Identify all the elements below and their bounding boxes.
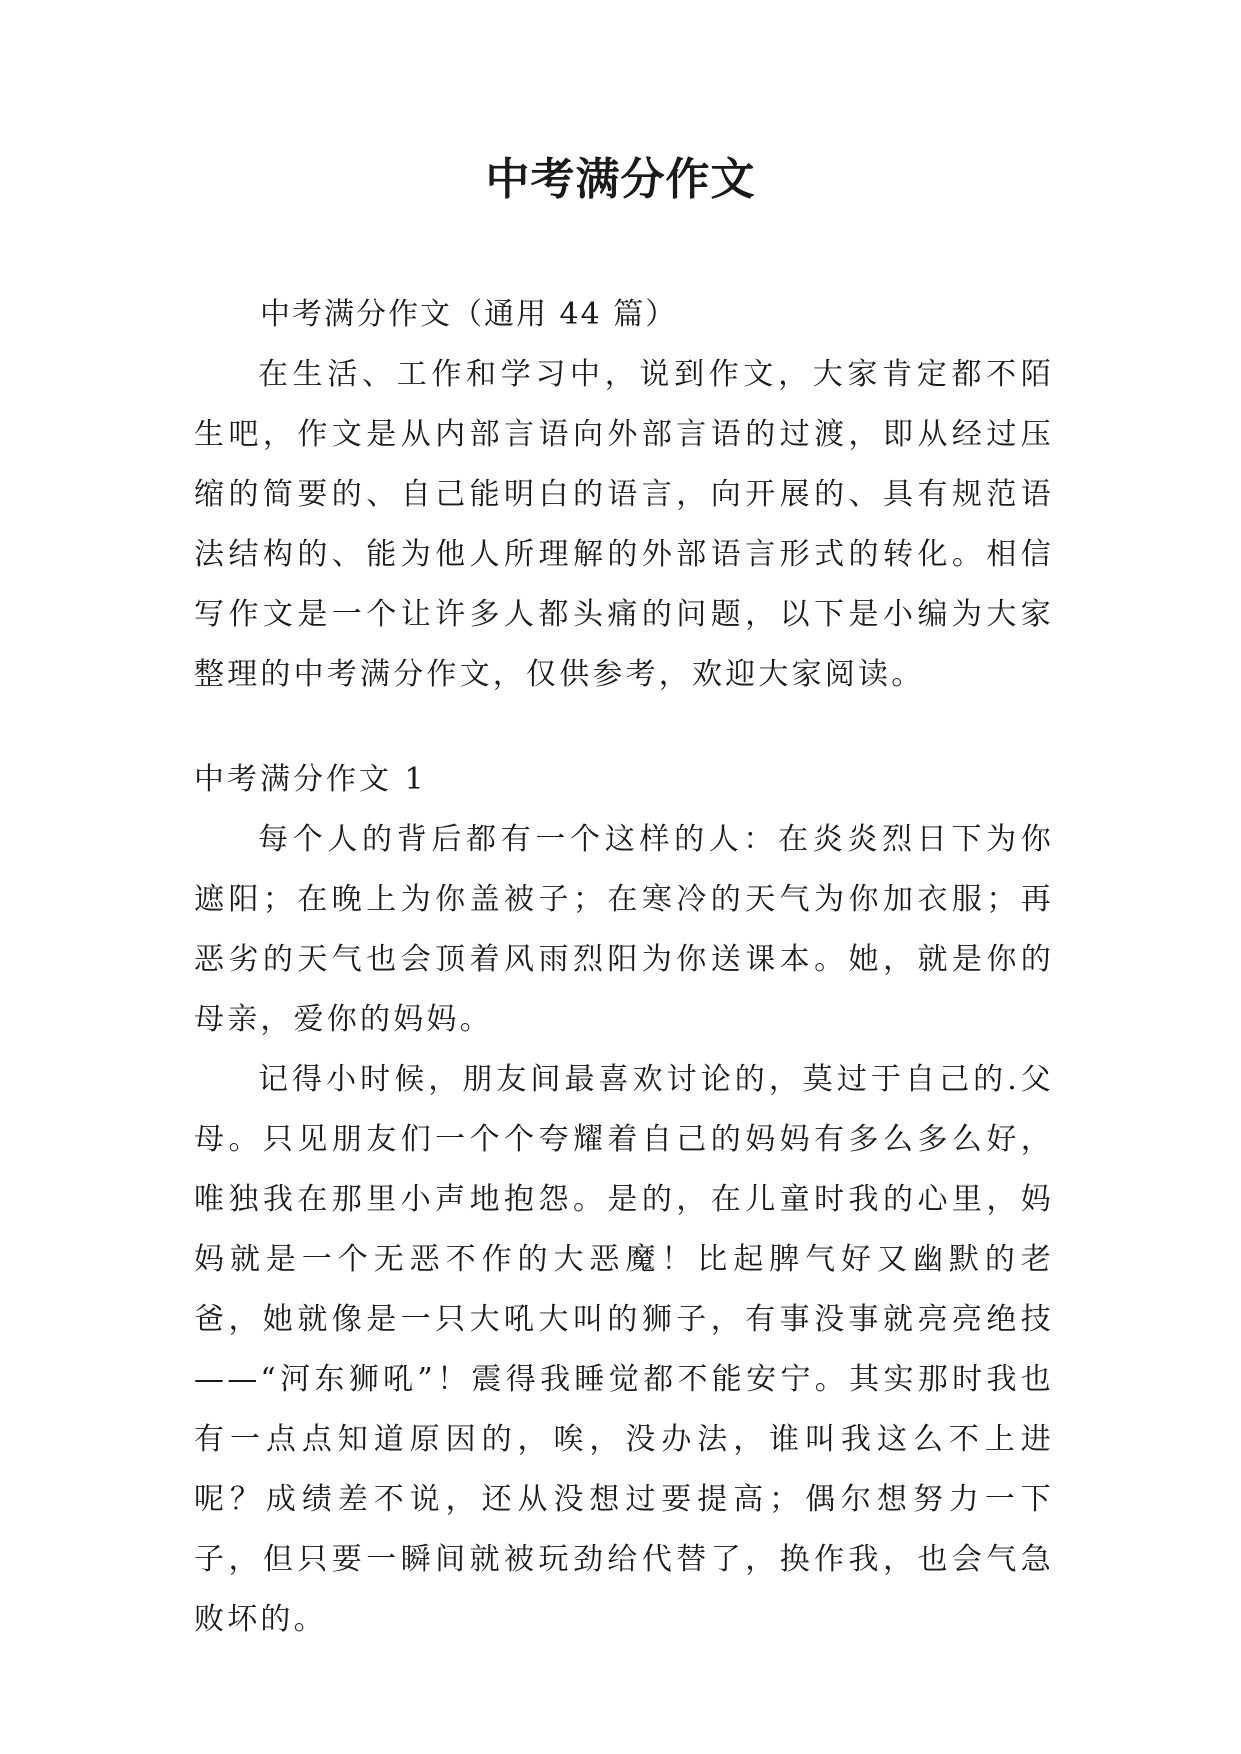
section-1-body <box>194 810 1054 1650</box>
section-1-paragraph-1: 每个人的背后都有一个这样的人：在炎炎烈日下为你遮阳；在晚上为你盖被子；在寒冷的天气为你加衣服；再恶劣的天气也会顶着风雨烈阳为你送课本。她，就是你的母亲，爱你的妈妈。 <box>194 822 1054 1037</box>
document-subtitle: 中考满分作文（通用 44 篇） <box>260 297 678 332</box>
intro-paragraph: 在生活、工作和学习中，说到作文，大家肯定都不陌生吧，作文是从内部言语向外部言语的过渡，即从经过压缩的简要的、自己能明白的语言，向开展的、具有规范语法结构的、能为他人所理解的外部语言形式的转化。相信写作文是一个让许多人都头痛的问题，以下是小编为大家整理的中考满分作文，仅供参考，欢迎大家阅读。 <box>194 357 1054 692</box>
section-1-paragraph-2: 记得小时候，朋友间最喜欢讨论的，莫过于自己的.父母。只见朋友们一个个夸耀着自己的妈妈有多么多么好，唯独我在那里小声地抱怨。是的，在儿童时我的心里，妈妈就是一个无恶不作的大恶魔！比起脾气好又幽默的老爸，她就像是一只大吼大叫的狮子，有事没事就亮亮绝技——“河东狮吼”！震得我睡觉都不能安宁。其实那时我也有一点点知道原因的，唉，没办法，谁叫我这么不上进呢？成绩差不说，还从没想过要提高；偶尔想努力一下子，但只要一瞬间就被玩劲给代替了，换作我，也会气急败坏的。 <box>194 1062 1054 1637</box>
intro-block <box>194 345 1054 705</box>
document-title: 中考满分作文 <box>485 154 756 205</box>
section-heading: 中考满分作文 1 <box>194 762 427 797</box>
